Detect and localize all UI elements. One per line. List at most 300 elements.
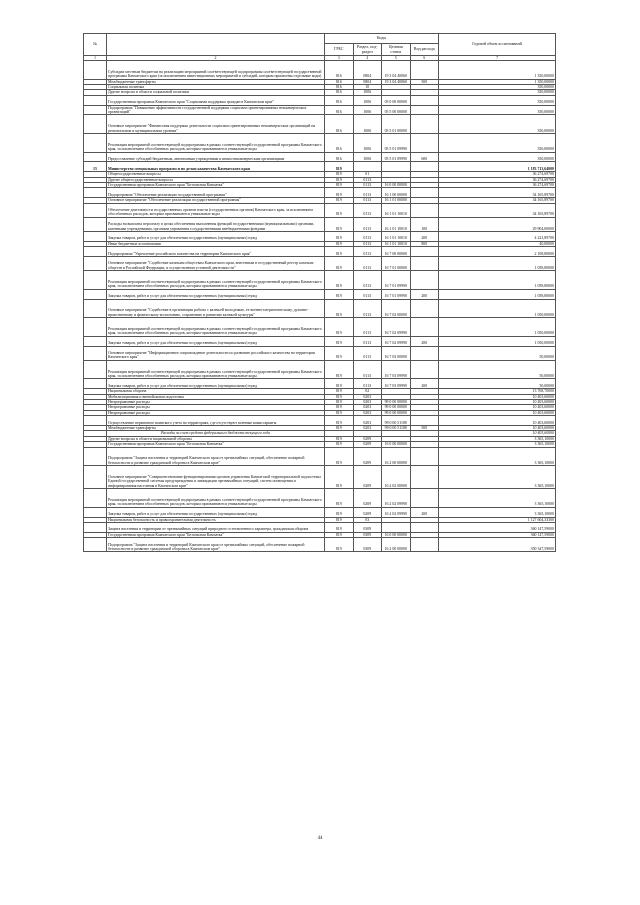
table-row [84, 416, 556, 426]
table-row [84, 522, 556, 532]
row-target-article: 05 0 00 00000 [382, 95, 411, 105]
row-number: 15 [84, 162, 107, 172]
row-grbs: 819 [325, 405, 354, 410]
row-grbs: 816 [325, 105, 354, 115]
row-target-article: 16 1 01 10010 [382, 217, 411, 231]
row-target-article [382, 162, 411, 172]
row-target-article: 16 0 00 00000 [382, 442, 411, 447]
row-amount: 1 050,00000 [439, 299, 556, 318]
row-grbs: 819 [325, 532, 354, 537]
row-razdel: 0113 [353, 241, 382, 246]
row-expense-type: 200 [410, 289, 439, 299]
row-name: Государственная программа Камчатского края "Социальная поддержка граждан в Камчатском крае" [107, 95, 325, 105]
row-number [84, 217, 107, 231]
row-target-article: 16 2 02 00000 [382, 466, 411, 489]
row-grbs: 819 [325, 232, 354, 242]
row-razdel: 0113 [353, 177, 382, 182]
row-grbs: 819 [325, 177, 354, 182]
row-grbs: 819 [325, 410, 354, 415]
row-name: Расходы на выплаты персоналу в целях обеспечения выполнения функций государственными (муниципальными) органами, казенными учреждениями, органами управления государственными внебюджетными фондами [107, 217, 325, 231]
row-grbs: 819 [325, 162, 354, 172]
row-expense-type [410, 188, 439, 198]
row-amount: 10 403,60000 [439, 394, 556, 399]
row-razdel: 0113 [353, 289, 382, 299]
table-row [84, 152, 556, 162]
row-grbs: 819 [325, 538, 354, 552]
row-amount: 34 165,89700 [439, 188, 556, 198]
row-name: Осуществление первичного воинского учета на территориях, где отсутствуют военные комиссариаты [107, 416, 325, 426]
row-razdel: 1006 [353, 90, 382, 95]
row-number [84, 522, 107, 532]
row-name: Государственная программа Камчатского края "Безопасная Камчатка" [107, 442, 325, 447]
row-razdel: 0209 [353, 466, 382, 489]
row-expense-type [410, 447, 439, 466]
row-name: Национальная безопасность и правоохранительная деятельность [107, 517, 325, 522]
row-number [84, 466, 107, 489]
table-row [84, 61, 556, 80]
table-row [84, 203, 556, 217]
row-amount: 350 347,59000 [439, 538, 556, 552]
row-number [84, 379, 107, 389]
row-grbs: 819 [325, 271, 354, 290]
row-razdel: 1006 [353, 105, 382, 115]
row-expense-type: 500 [410, 79, 439, 84]
row-number [84, 447, 107, 466]
index-cell: 6 [410, 56, 439, 61]
header-codes: Коды [325, 34, 439, 44]
table-row [84, 489, 556, 508]
table-row [84, 360, 556, 379]
row-target-article: 16 7 01 09990 [382, 271, 411, 290]
row-grbs: 816 [325, 90, 354, 95]
row-razdel: 0309 [353, 522, 382, 532]
row-expense-type [410, 105, 439, 115]
row-grbs: 819 [325, 299, 354, 318]
row-grbs: 819 [325, 172, 354, 177]
row-number [84, 489, 107, 508]
header-vr: Вид расхода [410, 44, 439, 56]
row-expense-type [410, 489, 439, 508]
row-grbs: 819 [325, 425, 354, 430]
row-expense-type [410, 95, 439, 105]
table-row [84, 134, 556, 153]
row-amount: 10 403,60000 [439, 425, 556, 430]
row-amount: 3 365,10000 [439, 447, 556, 466]
row-grbs: 816 [325, 115, 354, 134]
row-name: Непрограммные расходы [107, 399, 325, 404]
row-razdel: 0804 [353, 61, 382, 80]
row-amount: 10 403,60000 [439, 405, 556, 410]
row-number [84, 271, 107, 290]
row-razdel: 03 [353, 517, 382, 522]
row-amount: 1 050,00000 [439, 318, 556, 337]
row-name: Основное мероприятие "Обеспечение реализации государственной программы" [107, 198, 325, 203]
row-grbs: 819 [325, 436, 354, 441]
row-target-article: 19 3 04 40060 [382, 79, 411, 84]
row-target-article: 16 1 00 00000 [382, 188, 411, 198]
row-grbs: 819 [325, 217, 354, 231]
index-cell: 4 [353, 56, 382, 61]
row-razdel: 0209 [353, 489, 382, 508]
row-amount: 50,00000 [439, 346, 556, 360]
row-name: Закупка товаров, работ и услуг для обеспечения государственных (муниципальных) нужд [107, 336, 325, 346]
budget-table-page [83, 33, 556, 552]
row-name: Защита населения и территории от чрезвычайных ситуаций природного и техногенного характера, гражданская оборона [107, 522, 325, 532]
header-grbs: ГРБС [325, 44, 354, 56]
table-row [84, 232, 556, 242]
row-razdel: 0209 [353, 442, 382, 447]
row-expense-type [410, 346, 439, 360]
budget-table [83, 33, 556, 552]
row-target-article: 16 7 03 09990 [382, 379, 411, 389]
row-target-article: 99 0 00 51180 [382, 425, 411, 430]
row-target-article: 99 0 00 00000 [382, 410, 411, 415]
row-number [84, 188, 107, 198]
row-name: Другие общегосударственные вопросы [107, 177, 325, 182]
row-expense-type: 500 [410, 425, 439, 430]
table-row [84, 466, 556, 489]
row-razdel: 0113 [353, 336, 382, 346]
row-grbs: 819 [325, 188, 354, 198]
row-amount: 1 050,00000 [439, 336, 556, 346]
row-expense-type: 800 [410, 241, 439, 246]
row-expense-type [410, 203, 439, 217]
index-cell: 5 [382, 56, 411, 61]
table-row [84, 289, 556, 299]
row-razdel: 1006 [353, 134, 382, 153]
row-target-article: 16 2 00 00000 [382, 538, 411, 552]
row-amount: 13 768,70000 [439, 389, 556, 394]
row-amount: 3 365,10000 [439, 507, 556, 517]
row-razdel: 0209 [353, 447, 382, 466]
row-target-article: 16 1 01 00000 [382, 198, 411, 203]
row-expense-type [410, 466, 439, 489]
row-amount: 1 058,80000 [439, 257, 556, 271]
row-target-article: 16 2 02 09990 [382, 489, 411, 508]
row-razdel: 0113 [353, 247, 382, 257]
header-razdel: Раздел, под-раздел [353, 44, 382, 56]
row-grbs: 819 [325, 466, 354, 489]
index-cell: 2 [107, 56, 325, 61]
row-grbs: 819 [325, 203, 354, 217]
row-name: Межбюджетные трансферты [107, 79, 325, 84]
table-row [84, 507, 556, 517]
row-amount: 350,00000 [439, 105, 556, 115]
row-name: Основное мероприятие "Совершенствование функционирования органов управления Камчатской территориальной подсистемы Единой государственной системы предупреждения и ликвидации чрезвычайных ситуаций, систем оповещения и информирования населения в Камчатском крае" [107, 466, 325, 489]
header-name [107, 34, 325, 56]
row-amount: 50,00000 [439, 360, 556, 379]
row-razdel: 01 [353, 172, 382, 177]
row-grbs: 816 [325, 95, 354, 105]
row-target-article: 16 7 01 00000 [382, 257, 411, 271]
row-grbs: 819 [325, 379, 354, 389]
row-amount: 1 058,80000 [439, 289, 556, 299]
row-razdel: 0113 [353, 346, 382, 360]
row-name: Закупка товаров, работ и услуг для обеспечения государственных (муниципальных) нужд [107, 379, 325, 389]
row-target-article: 16 0 00 00000 [382, 532, 411, 537]
row-razdel: 1006 [353, 95, 382, 105]
row-grbs: 819 [325, 183, 354, 188]
row-name: Министерство специальных программ и по делам казачества Камчатского края [107, 162, 325, 172]
row-amount: 1 127 604,33300 [439, 517, 556, 522]
row-razdel: 0309 [353, 538, 382, 552]
row-amount: 40,00000 [439, 241, 556, 246]
row-number [84, 232, 107, 242]
row-number [84, 95, 107, 105]
row-grbs: 819 [325, 416, 354, 426]
row-razdel: 0203 [353, 394, 382, 399]
row-razdel: 1006 [353, 115, 382, 134]
row-name: Основное мероприятие "Информационное сопровождение деятельности по развитию российского казачества на территории Камчатского края" [107, 346, 325, 360]
row-expense-type [410, 61, 439, 80]
row-name: Другие вопросы в области национальной обороны [107, 436, 325, 441]
row-razdel: 0113 [353, 379, 382, 389]
table-row [84, 105, 556, 115]
header-sum: Годовой объем ассигнований [439, 34, 556, 56]
row-razdel: 0113 [353, 203, 382, 217]
row-expense-type [410, 134, 439, 153]
row-number [84, 152, 107, 162]
row-name: Государственная программа Камчатского края "Безопасная Камчатка" [107, 532, 325, 537]
row-razdel: 0113 [353, 183, 382, 188]
row-amount: 10 403,60000 [439, 399, 556, 404]
row-name: Подпрограмма "Обеспечение реализации государственной программы" [107, 188, 325, 198]
row-number [84, 336, 107, 346]
row-razdel [353, 162, 382, 172]
row-expense-type [410, 538, 439, 552]
row-grbs: 816 [325, 61, 354, 80]
row-expense-type: 200 [410, 507, 439, 517]
row-name: Закупка товаров, работ и услуг для обеспечения государственных (муниципальных) нужд [107, 507, 325, 517]
row-number [84, 105, 107, 115]
row-amount: 350,00000 [439, 115, 556, 134]
row-razdel: 0113 [353, 360, 382, 379]
row-razdel: 0203 [353, 399, 382, 404]
row-name: Другие вопросы в области социальной политики [107, 90, 325, 95]
row-name: Государственная программа Камчатского края "Безопасная Камчатка" [107, 183, 325, 188]
row-target-article: 16 7 01 09990 [382, 289, 411, 299]
index-cell: 1 [84, 56, 107, 61]
row-target-article: 99 0 00 00000 [382, 405, 411, 410]
row-name: Основное мероприятие "Финансовая поддержка деятельности социально ориентированных некоммерческих организаций на региональном и муниципальном уровнях" [107, 115, 325, 134]
row-razdel: 0113 [353, 198, 382, 203]
row-number [84, 416, 107, 426]
row-grbs: 819 [325, 360, 354, 379]
row-amount: 1 350,00000 [439, 79, 556, 84]
row-target-article: 19 3 04 40060 [382, 61, 411, 80]
row-grbs: 819 [325, 399, 354, 404]
row-expense-type: 200 [410, 379, 439, 389]
row-amount: 4 221,89700 [439, 232, 556, 242]
row-razdel: 1006 [353, 152, 382, 162]
row-number [84, 299, 107, 318]
row-razdel: 0804 [353, 79, 382, 84]
row-razdel: 0203 [353, 425, 382, 430]
row-amount: 36 274,69700 [439, 172, 556, 177]
table-row [84, 346, 556, 360]
row-grbs: 819 [325, 389, 354, 394]
row-expense-type [410, 299, 439, 318]
table-row [84, 299, 556, 318]
row-grbs: 816 [325, 79, 354, 84]
index-cell: 7 [439, 56, 556, 61]
row-target-article: 99 0 00 51180 [382, 416, 411, 426]
row-number [84, 134, 107, 153]
row-expense-type [410, 416, 439, 426]
row-amount: 34 165,89700 [439, 203, 556, 217]
row-name: Расходы за счет средств федерального бюджета текущего года [107, 431, 325, 436]
row-target-article: 16 0 00 00000 [382, 183, 411, 188]
row-amount: 10 403,60000 [439, 431, 556, 436]
row-expense-type: 200 [410, 336, 439, 346]
row-number [84, 318, 107, 337]
header-row-top [84, 34, 556, 44]
row-name: Реализация мероприятий соответствующей подпрограммы в рамках соответствующей государственной программы Камчатского края, за исключением обособленных расходов, которым присваиваются уникальные коды [107, 318, 325, 337]
row-name: Подпрограмма "Защита населения и территорий Камчатского края от чрезвычайных ситуаций, обеспечение пожарной безопасности и развитие гражданской обороны в Камчатском крае" [107, 538, 325, 552]
table-row [84, 217, 556, 231]
row-amount: 360 147,59000 [439, 532, 556, 537]
row-amount: 3 365,10000 [439, 436, 556, 441]
row-number [84, 203, 107, 217]
row-name: Национальная оборона [107, 389, 325, 394]
table-row [84, 379, 556, 389]
row-name: Закупка товаров, работ и услуг для обеспечения государственных (муниципальных) нужд [107, 232, 325, 242]
row-grbs: 819 [325, 346, 354, 360]
table-row [84, 247, 556, 257]
row-target-article: 16 1 01 10010 [382, 203, 411, 217]
row-name: Подпрограмма "Повышение эффективности государственной поддержки социально ориентированных некоммерческих организаций" [107, 105, 325, 115]
row-name: Непрограммные расходы [107, 405, 325, 410]
row-razdel: 0113 [353, 232, 382, 242]
row-razdel: 0113 [353, 271, 382, 290]
row-amount: 10 403,60000 [439, 410, 556, 415]
row-expense-type [410, 162, 439, 172]
row-amount: 36 274,69700 [439, 177, 556, 182]
row-amount: 1 350,00000 [439, 61, 556, 80]
row-amount: 1 183 713,64000 [439, 162, 556, 172]
index-cell: 3 [325, 56, 354, 61]
row-razdel: 0203 [353, 416, 382, 426]
row-name: Подпрограмма "Укрепление российского казачества на территории Камчатского края" [107, 247, 325, 257]
row-number [84, 507, 107, 517]
row-amount: 3 365,10000 [439, 489, 556, 508]
table-row [84, 95, 556, 105]
table-row [84, 538, 556, 552]
table-row [84, 318, 556, 337]
row-name: Подпрограмма "Защита населения и территорий Камчатского края от чрезвычайных ситуаций, обеспечение пожарной безопасности и развитие гражданской обороны в Камчатском крае" [107, 447, 325, 466]
table-row [84, 336, 556, 346]
row-grbs: 819 [325, 522, 354, 532]
row-razdel: 0113 [353, 257, 382, 271]
row-amount: 350,00000 [439, 90, 556, 95]
row-grbs: 816 [325, 85, 354, 90]
row-razdel: 0209 [353, 507, 382, 517]
row-number [84, 61, 107, 80]
row-amount: 50,00000 [439, 379, 556, 389]
row-amount: 3 365,10000 [439, 442, 556, 447]
row-expense-type [410, 271, 439, 290]
row-name: Иные бюджетные ассигнования [107, 241, 325, 246]
row-target-article: 16 2 00 00000 [382, 447, 411, 466]
row-name: Реализация мероприятий соответствующей подпрограммы в рамках соответствующей государственной программы Камчатского края, за исключением обособленных расходов, которым присваиваются уникальные коды [107, 489, 325, 508]
row-amount: 1 058,80000 [439, 271, 556, 290]
row-target-article: 16 7 00 00000 [382, 247, 411, 257]
row-grbs: 819 [325, 447, 354, 466]
row-razdel: 0203 [353, 405, 382, 410]
table-body [84, 61, 556, 552]
row-expense-type [410, 257, 439, 271]
row-name: Основное мероприятие "Содействие в организации работы с казачьей молодежью, ее военно-патриотическому, духовно-нравственному и физическому воспитанию, сохранению и развитию казачьей культуры" [107, 299, 325, 318]
row-grbs: 816 [325, 134, 354, 153]
row-target-article: 16 7 02 09990 [382, 318, 411, 337]
row-name: Непрограммные расходы [107, 410, 325, 415]
row-name: Реализация мероприятий соответствующей подпрограммы в рамках соответствующей государственной программы Камчатского края, за исключением обособленных расходов, которым присваиваются уникальные коды [107, 271, 325, 290]
row-name: Социальная политика [107, 85, 325, 90]
row-amount: 350,00000 [439, 85, 556, 90]
row-grbs: 819 [325, 442, 354, 447]
row-grbs: 819 [325, 318, 354, 337]
row-grbs: 819 [325, 394, 354, 399]
row-amount: 350,00000 [439, 152, 556, 162]
row-razdel: 10 [353, 85, 382, 90]
row-amount: 350,00000 [439, 134, 556, 153]
row-name: Межбюджетные трансферты [107, 425, 325, 430]
row-number [84, 538, 107, 552]
row-name: Мобилизационная и вневойсковая подготовка [107, 394, 325, 399]
row-target-article: 05 5 01 09990 [382, 134, 411, 153]
row-amount: 3 365,10000 [439, 466, 556, 489]
row-grbs: 819 [325, 241, 354, 246]
row-expense-type [410, 318, 439, 337]
row-target-article: 16 2 02 09990 [382, 507, 411, 517]
row-name: Предоставление субсидий бюджетным, автономным учреждениям и иным некоммерческим организациям [107, 152, 325, 162]
row-grbs: 819 [325, 336, 354, 346]
row-target-article: 16 7 03 09990 [382, 360, 411, 379]
row-grbs: 819 [325, 198, 354, 203]
row-target-article: 16 7 02 00000 [382, 299, 411, 318]
row-name: Субсидии местным бюджетам на реализацию мероприятий соответствующей подпрограммы соответствующей государственной программы Камчатского края (за исключением инвестиционных мероприятий и субсидий, которым присвоены отдельные коды) [107, 61, 325, 80]
header-num: № [84, 34, 107, 56]
row-razdel: 0113 [353, 299, 382, 318]
row-expense-type [410, 247, 439, 257]
row-razdel: 0113 [353, 188, 382, 198]
row-number [84, 346, 107, 360]
row-amount: 2 108,80000 [439, 247, 556, 257]
row-target-article: 05 5 00 00000 [382, 105, 411, 115]
row-number [84, 289, 107, 299]
row-razdel: 0203 [353, 410, 382, 415]
header-cs: Целевая статья [382, 44, 411, 56]
row-target-article [382, 522, 411, 532]
row-razdel: 0113 [353, 217, 382, 231]
row-grbs: 819 [325, 507, 354, 517]
row-grbs: 819 [325, 257, 354, 271]
row-target-article: 99 0 00 00000 [382, 399, 411, 404]
row-razdel: 0209 [353, 436, 382, 441]
table-row [84, 271, 556, 290]
row-amount: 34 165,89700 [439, 198, 556, 203]
row-target-article: 16 1 01 10010 [382, 241, 411, 246]
row-name: Обеспечение деятельности государственных органов власти (государственных органов) Камчатского края, за исключением обособленных расходов, которым присваиваются уникальные коды [107, 203, 325, 217]
row-razdel: 0309 [353, 532, 382, 537]
row-number [84, 247, 107, 257]
page-number: 44 [317, 836, 323, 841]
row-amount: 36 274,69700 [439, 183, 556, 188]
row-grbs: 819 [325, 517, 354, 522]
row-expense-type: 600 [410, 152, 439, 162]
row-razdel: 0113 [353, 318, 382, 337]
row-target-article: 16 1 01 10010 [382, 232, 411, 242]
